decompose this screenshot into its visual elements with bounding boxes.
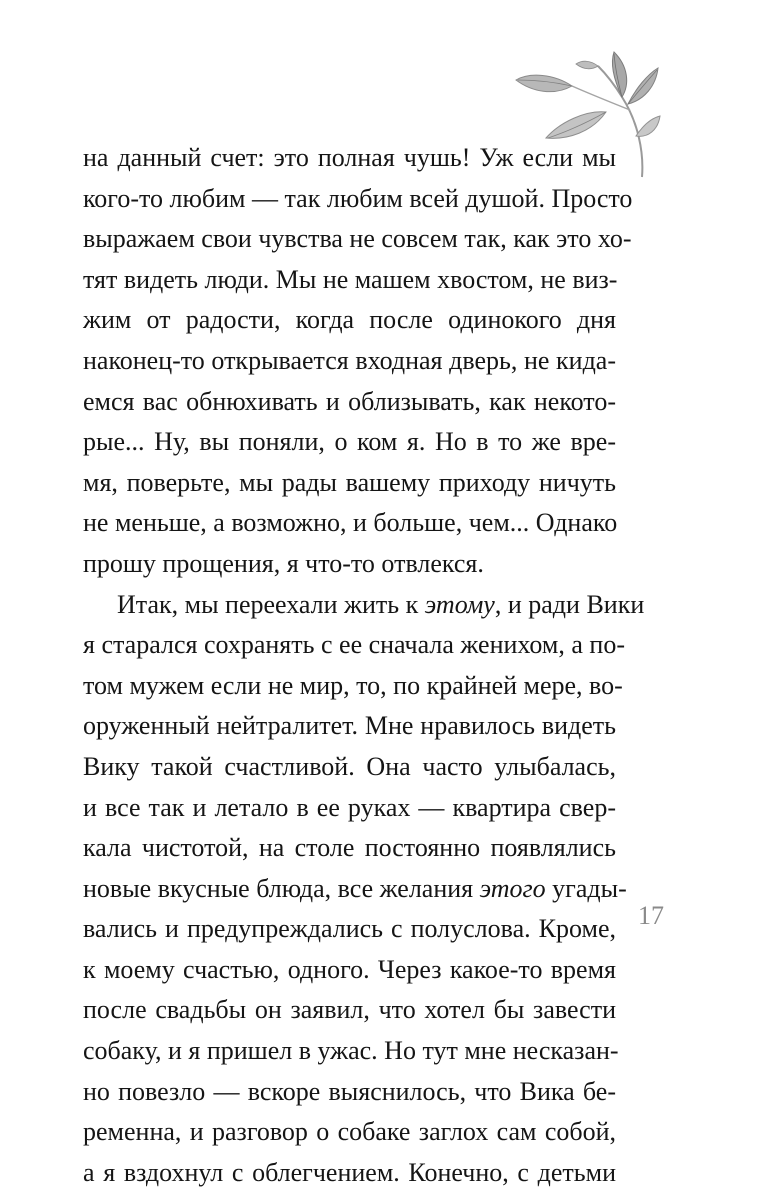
text-line <box>83 950 616 991</box>
text-segment: вались и предупреждались с полуслова. Кроме, <box>83 914 616 944</box>
body-text <box>83 138 645 1193</box>
text-segment: жим от радости, когда после одинокого дня <box>83 305 616 335</box>
text-line <box>83 1112 616 1153</box>
text-segment: кала чистотой, на столе постоянно появлялись <box>83 833 616 863</box>
text-segment: собаку, и я пришел в ужас. Но тут мне несказан- <box>83 1036 619 1066</box>
text-line <box>83 585 645 626</box>
text-line <box>83 300 616 341</box>
text-line <box>83 909 616 950</box>
text-line <box>83 1153 616 1193</box>
text-segment: Вику такой счастливой. Она часто улыбалась, <box>83 751 616 781</box>
text-line <box>83 1072 616 1113</box>
text-segment: угады- <box>545 873 627 903</box>
italic-emphasis: этому <box>424 589 495 619</box>
text-segment: новые вкусные блюда, все желания <box>83 873 480 903</box>
text-line <box>83 747 616 788</box>
text-segment: оруженный нейтралитет. Мне нравилось видеть <box>83 711 616 741</box>
text-segment: я старался сохранять с ее сначала женихом, а по- <box>83 630 625 660</box>
text-line <box>83 422 616 463</box>
text-segment: , и ради Вики <box>494 589 645 619</box>
text-segment: кого-то любим — так любим всей душой. Просто <box>83 183 633 213</box>
text-line <box>83 788 616 829</box>
text-segment: не меньше, а возможно, и больше, чем... Однако <box>83 508 618 538</box>
text-segment: мя, поверьте, мы рады вашему приходу ничуть <box>83 467 616 497</box>
text-segment: ременна, и разговор о собаке заглох сам собой, <box>83 1117 616 1147</box>
text-line <box>83 544 616 585</box>
text-line <box>83 1031 619 1072</box>
text-line <box>83 666 623 707</box>
text-segment: прошу прощения, я что-то отвлекся. <box>83 548 484 578</box>
text-segment: к моему счастью, одного. Через какое-то время <box>83 954 616 984</box>
text-segment: после свадьбы он заявил, что хотел бы завести <box>83 995 616 1025</box>
text-line <box>83 382 616 423</box>
italic-emphasis: этого <box>479 873 546 903</box>
text-line <box>83 260 616 301</box>
text-segment: и все так и летало в ее руках — квартира свер- <box>83 792 616 822</box>
text-line <box>83 503 616 544</box>
text-segment: наконец-то открывается входная дверь, не кида- <box>83 345 616 375</box>
text-line <box>83 828 616 869</box>
text-line <box>83 869 627 910</box>
text-line <box>83 990 616 1031</box>
text-segment: на данный счет: это полная чушь! Уж если мы <box>83 143 616 172</box>
text-segment: но повезло — вскоре выяснилось, что Вика бе- <box>83 1076 616 1106</box>
text-segment: тят видеть люди. Мы не машем хвостом, не виз- <box>83 264 618 294</box>
text-line <box>83 179 633 220</box>
text-segment: рые... Ну, вы поняли, о ком я. Но в то же вре- <box>83 427 616 457</box>
text-segment: Итак, мы переехали жить к <box>117 589 425 619</box>
page-number: 17 <box>638 901 664 930</box>
text-line <box>83 706 616 747</box>
text-line <box>83 341 616 382</box>
text-line <box>83 463 616 504</box>
text-segment: выражаем свои чувства не совсем так, как это хо- <box>83 224 632 254</box>
text-line <box>83 138 616 179</box>
text-segment: а я вздохнул с облегчением. Конечно, с детьми <box>83 1157 616 1187</box>
text-line <box>83 625 625 666</box>
text-segment: том мужем если не мир, то, по крайней мере, во- <box>83 670 623 700</box>
text-line <box>83 219 632 260</box>
text-segment: емся вас обнюхивать и облизывать, как некото- <box>83 386 616 416</box>
